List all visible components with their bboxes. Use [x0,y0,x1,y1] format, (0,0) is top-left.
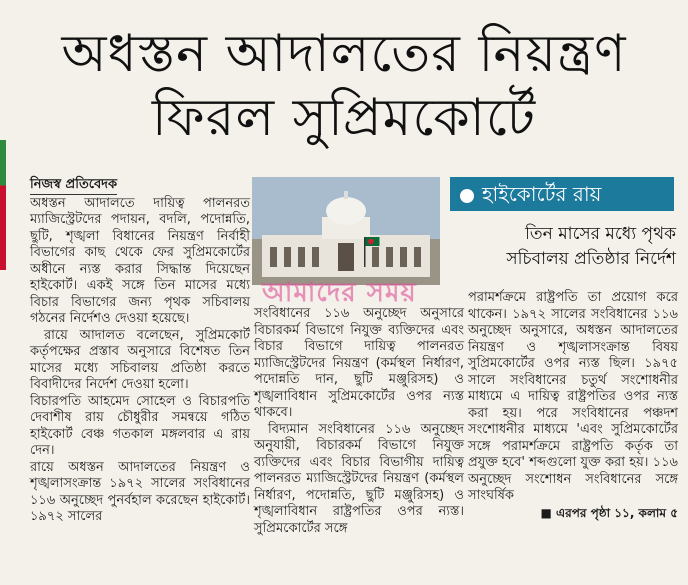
subheadline-line-1: তিন মাসের মধ্যে পৃথক [525,224,676,244]
continued-on-page-note: ■ এরপর পৃষ্ঠা ১১, কলাম ৫ [540,505,678,520]
article-column-1 [30,177,250,526]
top-page-fragment [0,0,688,6]
banner-label: হাইকোর্টের রায় [482,182,602,206]
subheadline [450,222,676,272]
article-column-3 [468,290,678,521]
article-column-2 [254,306,464,537]
paragraph: পরামর্শক্রমে রাষ্ট্রপতি তা প্রয়োগ করে থাকেন। ১৯৭২ সালের সংবিধানের ১১৬ অনুচ্ছেদ অনুসারে, অধস্তন আদালতের নিয়ন্ত্রণ ও শৃঙ্খলাসংক্রান্ত বিষয় সুপ্রিমকোর্টের ওপর ন্যস্ত ছিল। ১৯৭৫ সালে সংবিধানের চতুর্থ সংশোধনীর মাধ্যমে এ দায়িত্ব রাষ্ট্রপতির ওপর ন্যস্ত করা হয়। পরে সংবিধানের পঞ্চদশ সংশোধনীর মাধ্যমে 'এবং সুপ্রিমকোর্টের সঙ্গে পরামর্শক্রমে রাষ্ট্রপতি কর্তৃক তা প্রযুক্ত হবে' শব্দগুলো যুক্ত করা হয়। ১১৬ অনুচ্ছেদ সংশোধন সংবিধানের সঙ্গে সাংঘর্ষিক [468,290,678,503]
paragraph: বিচারপতি আহমেদ সোহেল ও বিচারপতি দেবাশীষ রায় চৌধুরীর সমন্বয়ে গঠিত হাইকোর্ট বেঞ্চ গতকাল মঙ্গলবার এ রায় দেন। [30,393,250,458]
paragraph: সংবিধানের ১১৬ অনুচ্ছেদ অনুসারে বিচারকর্ম বিভাগে নিযুক্ত ব্যক্তিদের এবং বিচার বিভাগে দায়িত্ব পালনরত ম্যাজিস্ট্রেটদের নিয়ন্ত্রণ (কর্মস্থল নির্ধারণ, পদোন্নতি দান, ছুটি মঞ্জুরিসহ) ও শৃঙ্খলাবিধান সুপ্রিমকোর্টের ওপর ন্যস্ত থাকবে। [254,306,464,420]
paragraph: বিদ্যমান সংবিধানের ১১৬ অনুচ্ছেদ অনুযায়ী, বিচারকর্ম বিভাগে নিযুক্ত ব্যক্তিদের এবং বিচার বিভাগীয় দায়িত্ব পালনরত ম্যাজিস্ট্রেটদের নিয়ন্ত্রণ (কর্মস্থল নির্ধারণ, পদোন্নতি, ছুটি মঞ্জুরিসহ) ও শৃঙ্খলাবিধান রাষ্ট্রপতির ওপর ন্যস্ত। সুপ্রিমকোর্টের সঙ্গে [254,421,464,536]
paragraph: রায়ে আদালত বলেছেন, সুপ্রিমকোর্ট কর্তৃপক্ষের প্রস্তাব অনুসারে বিশেষত তিন মাসের মধ্যে সচিবালয় প্রতিষ্ঠা করতে বিবাদীদের নির্দেশ দেওয়া হলো। [30,327,250,392]
section-banner [450,177,674,211]
paragraph: রায়ে অধস্তন আদালতের নিয়ন্ত্রণ ও শৃঙ্খলাসংক্রান্ত ১৯৭২ সালের সংবিধানের ১১৬ অনুচ্ছেদ পুনর্বহাল করেছেন হাইকোর্ট। ১৯৭২ সালের [30,459,250,524]
byline: নিজস্ব প্রতিবেদক [30,177,117,195]
newspaper-watermark-logo: আমাদের সময় [262,278,417,308]
bullet-circle-icon [460,189,474,203]
left-edge-color-strip [0,140,6,270]
supreme-court-building-image [252,177,440,285]
subheadline-line-2: সচিবালয় প্রতিষ্ঠার নির্দেশ [506,249,676,269]
supreme-court-photo [252,177,440,285]
bottom-page-fragment [30,574,670,585]
headline-line-1: অধস্তন আদালতের নিয়ন্ত্রণ [61,24,627,84]
paragraph: অধস্তন আদালতে দায়িত্ব পালনরত ম্যাজিস্ট্রেটদের পদায়ন, বদলি, পদোন্নতি, ছুটি, শৃঙ্খলা বিধানের নিয়ন্ত্রণ নির্বাহী বিভাগের কাছ থেকে ফের সুপ্রিমকোর্টের অধীনে ন্যস্ত করার সিদ্ধান্ত দিয়েছেন হাইকোর্ট। একই সঙ্গে তিন মাসের মধ্যে বিচার বিভাগের জন্য পৃথক সচিবালয় গঠনের নির্দেশও দেওয়া হয়েছে। [30,195,250,326]
headline [6,22,682,150]
headline-line-2: ফিরল সুপ্রিমকোর্টে [151,88,537,148]
